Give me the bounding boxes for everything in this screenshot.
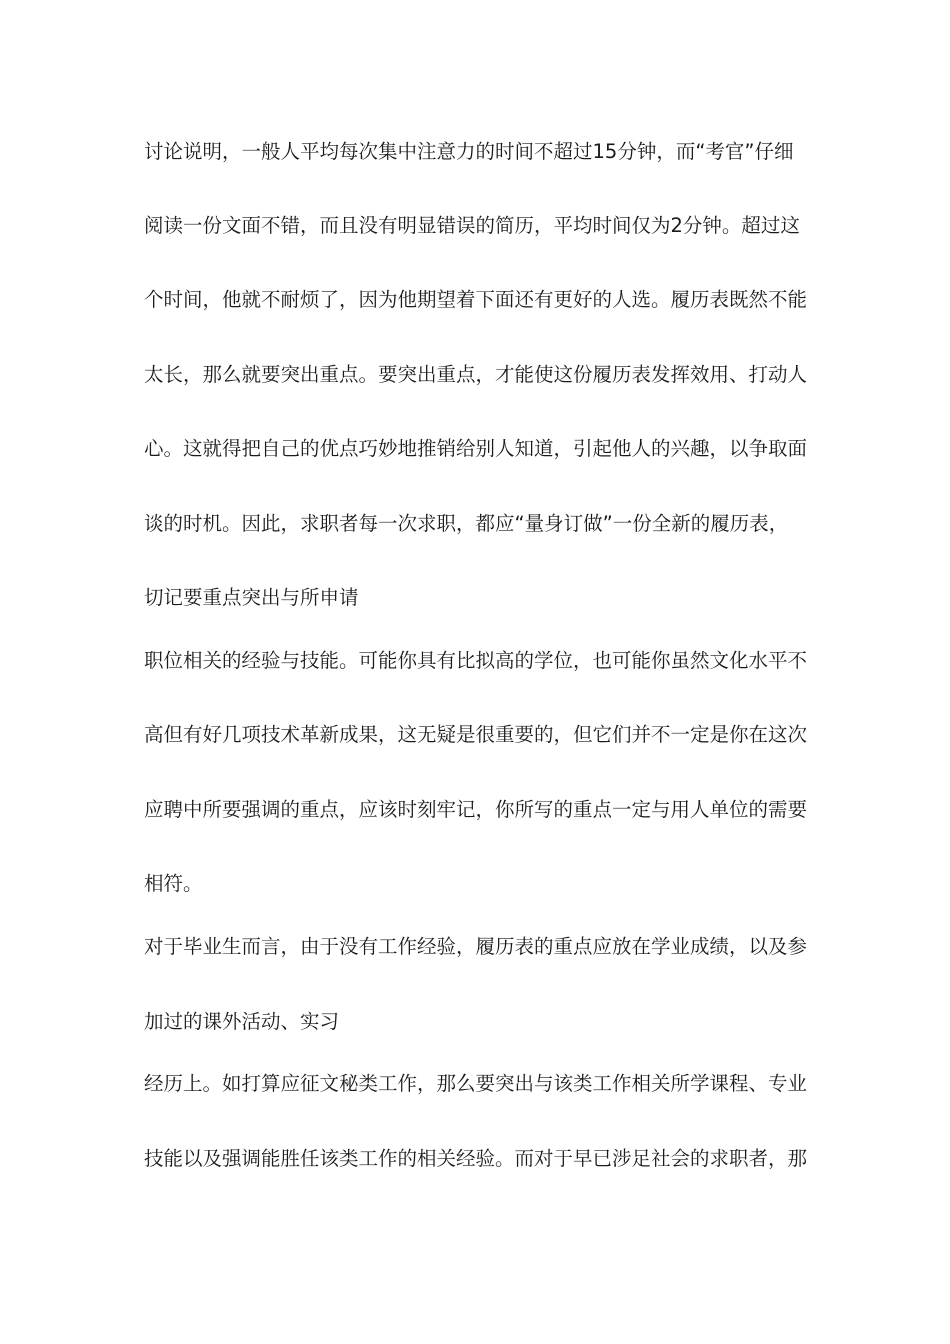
text-line: 高但有好几项技术革新成果，这无疑是很重要的，但它们并不一定是你在这次 [144, 723, 808, 746]
text-line: 应聘中所要强调的重点，应该时刻牢记，你所写的重点一定与用人单位的需要 [144, 798, 808, 821]
text-line: 加过的课外活动、实习 [144, 1010, 340, 1033]
text-line: 职位相关的经验与技能。可能你具有比拟高的学位，也可能你虽然文化水平不 [144, 649, 808, 672]
text-line: 相符。 [144, 872, 203, 895]
text-line: 经历上。如打算应征文秘类工作，那么要突出与该类工作相关所学课程、专业 [144, 1072, 808, 1095]
text-line: 个时间，他就不耐烦了，因为他期望着下面还有更好的人选。履历表既然不能 [144, 288, 808, 311]
text-line: 太长，那么就要突出重点。要突出重点，才能使这份履历表发挥效用、打动人 [144, 363, 808, 386]
text-line: 讨论说明，一般人平均每次集中注意力的时间不超过15分钟，而“考官”仔细 [144, 140, 794, 163]
text-line: 谈的时机。因此，求职者每一次求职，都应“量身订做”一份全新的履历表， [144, 512, 789, 535]
text-line: 技能以及强调能胜任该类工作的相关经验。而对于早已涉足社会的求职者，那 [144, 1147, 808, 1170]
text-line: 心。这就得把自己的优点巧妙地推销给别人知道，引起他人的兴趣，以争取面 [144, 437, 808, 460]
text-line: 对于毕业生而言，由于没有工作经验，履历表的重点应放在学业成绩，以及参 [144, 935, 808, 958]
text-line: 阅读一份文面不错，而且没有明显错误的简历，平均时间仅为2分钟。超过这 [144, 214, 800, 237]
text-line: 切记要重点突出与所申请 [144, 586, 359, 609]
